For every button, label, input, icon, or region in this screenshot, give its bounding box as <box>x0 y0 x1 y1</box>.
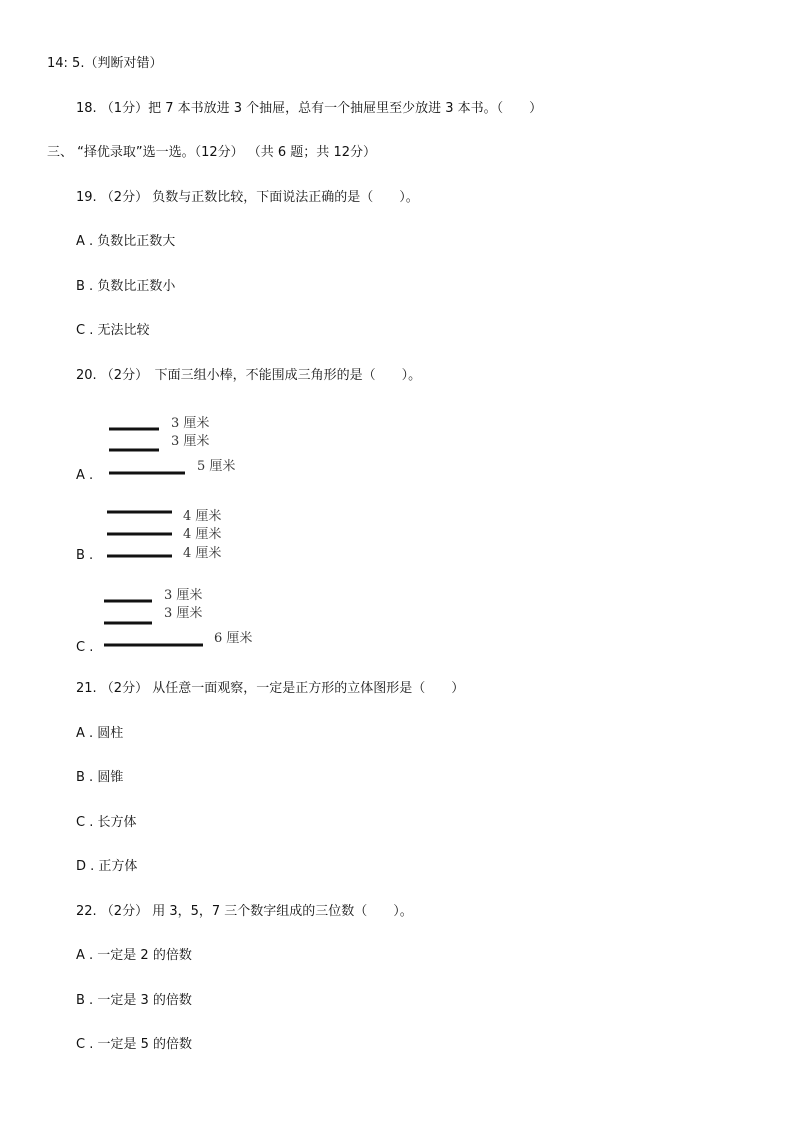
question-21-option-a[interactable]: A . 圆柱 <box>76 726 124 741</box>
sticks-figure-c <box>100 582 300 662</box>
question-22-option-c[interactable]: C . 一定是 5 的倍数 <box>76 1037 193 1052</box>
sticks-svg-b <box>100 500 300 580</box>
stick-a-1-label: 3 厘米 <box>171 416 210 431</box>
question-21-option-c[interactable]: C . 长方体 <box>76 815 137 830</box>
question-20-option-c[interactable]: C . <box>76 640 94 655</box>
question-22: 22. （2分） 用 3，5，7 三个数字组成的三位数（ ）。 <box>76 904 413 919</box>
stick-c-3-label: 6 厘米 <box>214 631 253 646</box>
stick-b-2-label: 4 厘米 <box>183 527 222 542</box>
question-19-option-a[interactable]: A . 负数比正数大 <box>76 234 176 249</box>
stick-b-3-label: 4 厘米 <box>183 546 222 561</box>
section-3-title: 三、 “择优录取”选一选。（12分） （共 6 题；共 12分） <box>47 145 376 160</box>
sticks-figure-a <box>100 410 300 490</box>
question-20-option-a[interactable]: A . <box>76 468 94 483</box>
question-21: 21. （2分） 从任意一面观察，一定是正方形的立体图形是（ ） <box>76 681 465 696</box>
stick-c-2-label: 3 厘米 <box>164 606 203 621</box>
question-20-option-b[interactable]: B . <box>76 548 94 563</box>
sticks-svg-c <box>100 582 300 662</box>
question-19-option-c[interactable]: C . 无法比较 <box>76 323 150 338</box>
item-14-header: 14: 5.（判断对错） <box>47 56 163 71</box>
question-22-option-a[interactable]: A . 一定是 2 的倍数 <box>76 948 192 963</box>
stick-b-1-label: 4 厘米 <box>183 509 222 524</box>
question-19: 19. （2分） 负数与正数比较，下面说法正确的是（ ）。 <box>76 190 419 205</box>
question-21-option-d[interactable]: D . 正方体 <box>76 859 138 874</box>
question-22-option-b[interactable]: B . 一定是 3 的倍数 <box>76 993 192 1008</box>
question-21-option-b[interactable]: B . 圆锥 <box>76 770 124 785</box>
question-19-option-b[interactable]: B . 负数比正数小 <box>76 279 176 294</box>
stick-a-3-label: 5 厘米 <box>197 459 236 474</box>
question-18: 18. （1分）把 7 本书放进 3 个抽屉，总有一个抽屉里至少放进 3 本书。（ ） <box>76 101 543 116</box>
question-20: 20. （2分） 下面三组小棒，不能围成三角形的是（ ）。 <box>76 368 422 383</box>
stick-c-1-label: 3 厘米 <box>164 588 203 603</box>
sticks-figure-b <box>100 500 300 580</box>
stick-a-2-label: 3 厘米 <box>171 434 210 449</box>
sticks-svg-a <box>100 410 300 490</box>
